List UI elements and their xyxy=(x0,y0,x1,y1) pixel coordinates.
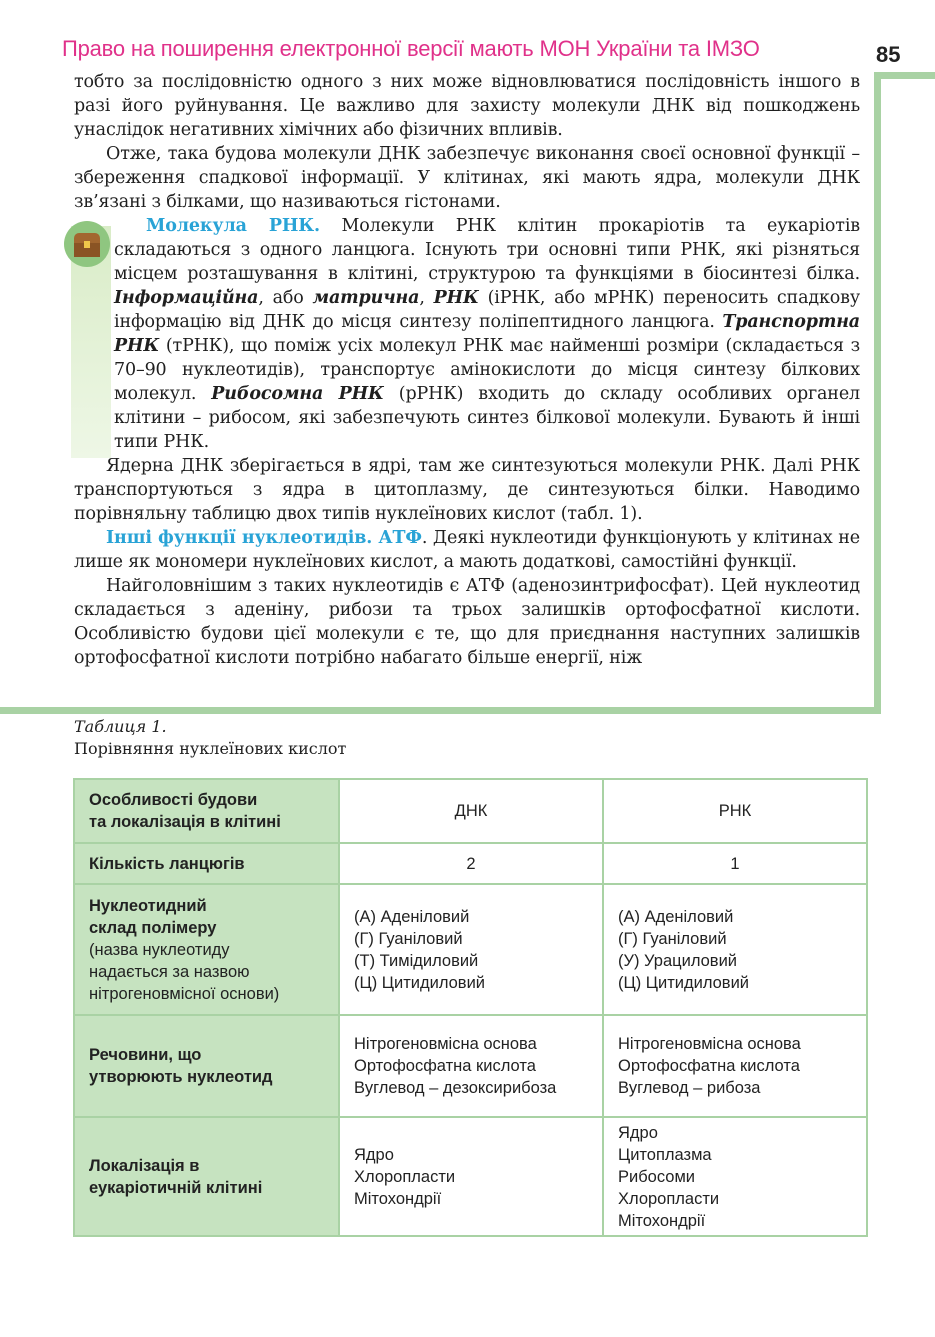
term: матрична xyxy=(312,288,420,308)
paragraph: Ядерна ДНК зберігається в ядрі, там же синтезуються молекули РНК. Далі РНК транспортуються з ядра в цитоплазму, де синтезуються білки. Наводимо порівняльну таблицю двох типів нуклеїнових кислот (табл. 1). xyxy=(74,456,860,524)
table-number: Таблиця 1. xyxy=(74,717,167,736)
table-row xyxy=(74,1015,867,1117)
table-cell: (А) Аденіловий (Г) Гуаніловий (Т) Тимідиловий (Ц) Цитидиловий xyxy=(339,884,603,1015)
table-cell: 2 xyxy=(339,843,603,884)
term: РНК xyxy=(433,288,479,308)
table-row xyxy=(74,779,867,843)
row-label: Локалізація в еукаріотичній клітині xyxy=(74,1117,339,1236)
table-cell: 1 xyxy=(603,843,867,884)
term: Транспортна РНК xyxy=(114,312,860,356)
table-row xyxy=(74,884,867,1015)
row-label: Нуклеотидний склад полімеру (назва нуклеотиду надається за назвою нітрогеновмісної основи) xyxy=(74,884,339,1015)
section-heading-atp: Інші функції нуклеотидів. АТФ xyxy=(106,528,422,548)
term: Інформаційна xyxy=(114,288,259,308)
header-cell-feature: Особливості будови та локалізація в клітині xyxy=(74,779,339,843)
table-cell: Нітрогеновмісна основа Ортофосфатна кислота Вуглевод – дезоксирибоза xyxy=(339,1015,603,1117)
table-cell: Ядро Цитоплазма Рибосоми Хлоропласти Мітохондрії xyxy=(603,1117,867,1236)
rna-section: Молекула РНК. Молекули РНК клітин прокаріотів та еукаріотів складаються з одного ланцюга. Існують три основні типи РНК, які різняться місцем розташування в клітині, структурою та функціями в біосинтезі білка. Інформаційна, або матрична, РНК (іРНК, або мРНК) переносить спадкову інформацію від ДНК до місця синтезу поліпептидного ланцюга. Транспортна РНК (тРНК), що поміж усіх молекул РНК має найменші розміри (складається з 70–90 нуклеотидів), транспортує амінокислоти до місця синтезу білкових молекул. Рибосомна РНК (рРНК) входить до складу особливих органел клітини – рибосом, які забезпечують синтез білкової молекули. Бувають й інші типи РНК. xyxy=(114,216,861,452)
section-heading-rna: Молекула РНК. xyxy=(146,216,320,236)
atp-section: Інші функції нуклеотидів. АТФ. Деякі нуклеотиди функціонують у клітинах не лише як мономери нуклеїнових кислот, а мають додаткові, самостійні функції. xyxy=(74,528,860,572)
paragraph: Отже, така будова молекули ДНК забезпечує виконання своєї основної функції – збереження спадкової інформації. У клітинах, які мають ядра, молекули ДНК зв’язані з білками, що називаються гістонами. xyxy=(74,144,860,212)
paragraph: тобто за послідовністю одного з них може відновлюватися послідовність іншого в разі його руйнування. Це важливо для захисту молекули ДНК від пошкоджень унаслідок негативних хімічних або фізичних впливів. xyxy=(74,72,860,140)
table-cell: (А) Аденіловий (Г) Гуаніловий (У) Урациловий (Ц) Цитидиловий xyxy=(603,884,867,1015)
table-cell: Ядро Хлоропласти Мітохондрії xyxy=(339,1117,603,1236)
table-row xyxy=(74,843,867,884)
table-caption xyxy=(74,716,346,760)
term: Рибосомна РНК xyxy=(211,384,384,404)
page-frame-right xyxy=(874,72,881,714)
row-label: Кількість ланцюгів xyxy=(74,843,339,884)
row-label: Речовини, що утворюють нуклеотид xyxy=(74,1015,339,1117)
page-frame-top xyxy=(874,72,935,79)
page-number: 85 xyxy=(876,42,901,67)
table-row xyxy=(74,1117,867,1236)
page-frame-bottom xyxy=(0,707,881,714)
header-cell-dna: ДНК xyxy=(339,779,603,843)
main-text xyxy=(74,70,860,670)
table-title: Порівняння нуклеїнових кислот xyxy=(74,739,347,758)
paragraph: Найголовнішим з таких нуклеотидів є АТФ (аденозинтрифосфат). Цей нуклеотид складається з аденіну, рибози та трьох залишків ортофосфатної кислоти. Особливістю будови цієї молекули є те, що для приєднання наступних залишків ортофосфатної кислоти потрібно набагато більше енергії, ніж xyxy=(74,576,860,668)
comparison-table xyxy=(73,778,868,1237)
copyright-banner: Право на поширення електронної версії мають МОН України та ІМЗО xyxy=(62,36,760,61)
table-cell: Нітрогеновмісна основа Ортофосфатна кислота Вуглевод – рибоза xyxy=(603,1015,867,1117)
header-cell-rna: РНК xyxy=(603,779,867,843)
